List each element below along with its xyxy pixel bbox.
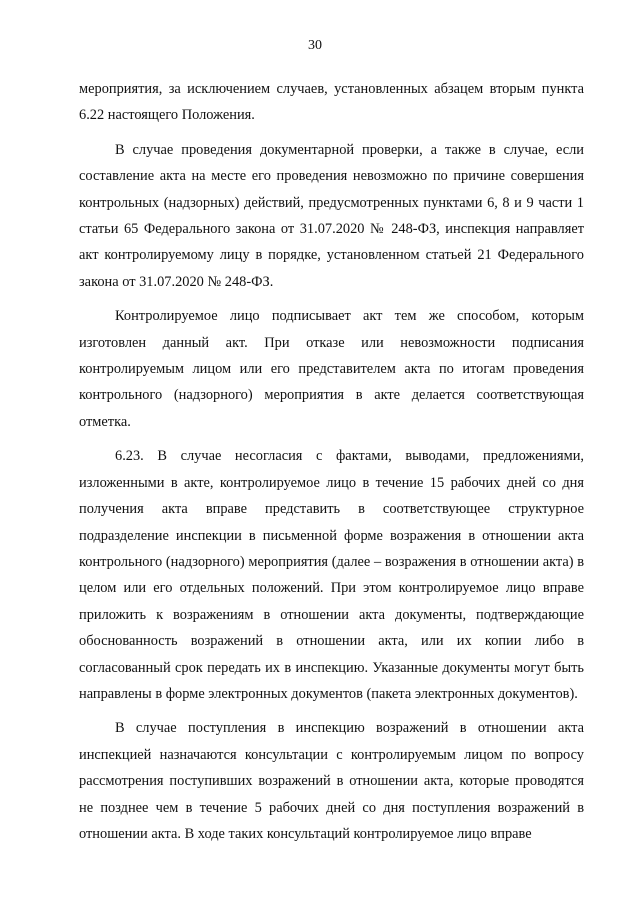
paragraph-consultations: В случае поступления в инспекцию возражений в отношении акта инспекцией назначаются консультации с контролируемым лицом по вопросу рассмотрения поступивших возражений в отношении акта, которые проводятся не позднее чем в течение 5 рабочих дней со дня поступления возражений в отношении акта. В ходе таких консультаций контролируемое лицо вправе (79, 720, 584, 842)
paragraph-6-23-objections: 6.23. В случае несогласия с фактами, выводами, предложениями, изложенными в акте, контролируемое лицо в течение 15 рабочих дней со дня получения акта вправе представить в соответствующее структурное подразделение инспекции в письменной форме возражения в отношении акта контрольного (надзорного) мероприятия (далее – возражения в отношении акта) в целом или его отдельных положений. При этом контролируемое лицо вправе приложить к возражениям в отношении акта документы, подтверждающие обоснованность возражений в отношении акта, или их копии либо в согласованный срок передать их в инспекцию. Указанные документы могут быть направлены в форме электронных документов (пакета электронных документов). (79, 448, 584, 702)
page-number: 30 (308, 38, 322, 53)
paragraph-documentary-check: В случае проведения документарной проверки, а также в случае, если составление акта на месте его проведения невозможно по причине совершения контрольных (надзорных) действий, предусмотренных пунктами 6, 8 и 9 части 1 статьи 65 Федерального закона от 31.07.2020 № 248-ФЗ, инспекция направляет акт контролируемому лицу в порядке, установленном статьей 21 Федерального закона от 31.07.2020 № 248-ФЗ. (79, 141, 584, 290)
document-body (79, 76, 584, 847)
paragraph-act-signing: Контролируемое лицо подписывает акт тем же способом, которым изготовлен данный акт. При отказе или невозможности подписания контролируемым лицом или его представителем акта по итогам проведения контрольного (надзорного) мероприятия в акте делается соответствующая отметка. (79, 308, 584, 430)
paragraph-continuation: мероприятия, за исключением случаев, установленных абзацем вторым пункта 6.22 настоящего Положения. (79, 81, 584, 124)
